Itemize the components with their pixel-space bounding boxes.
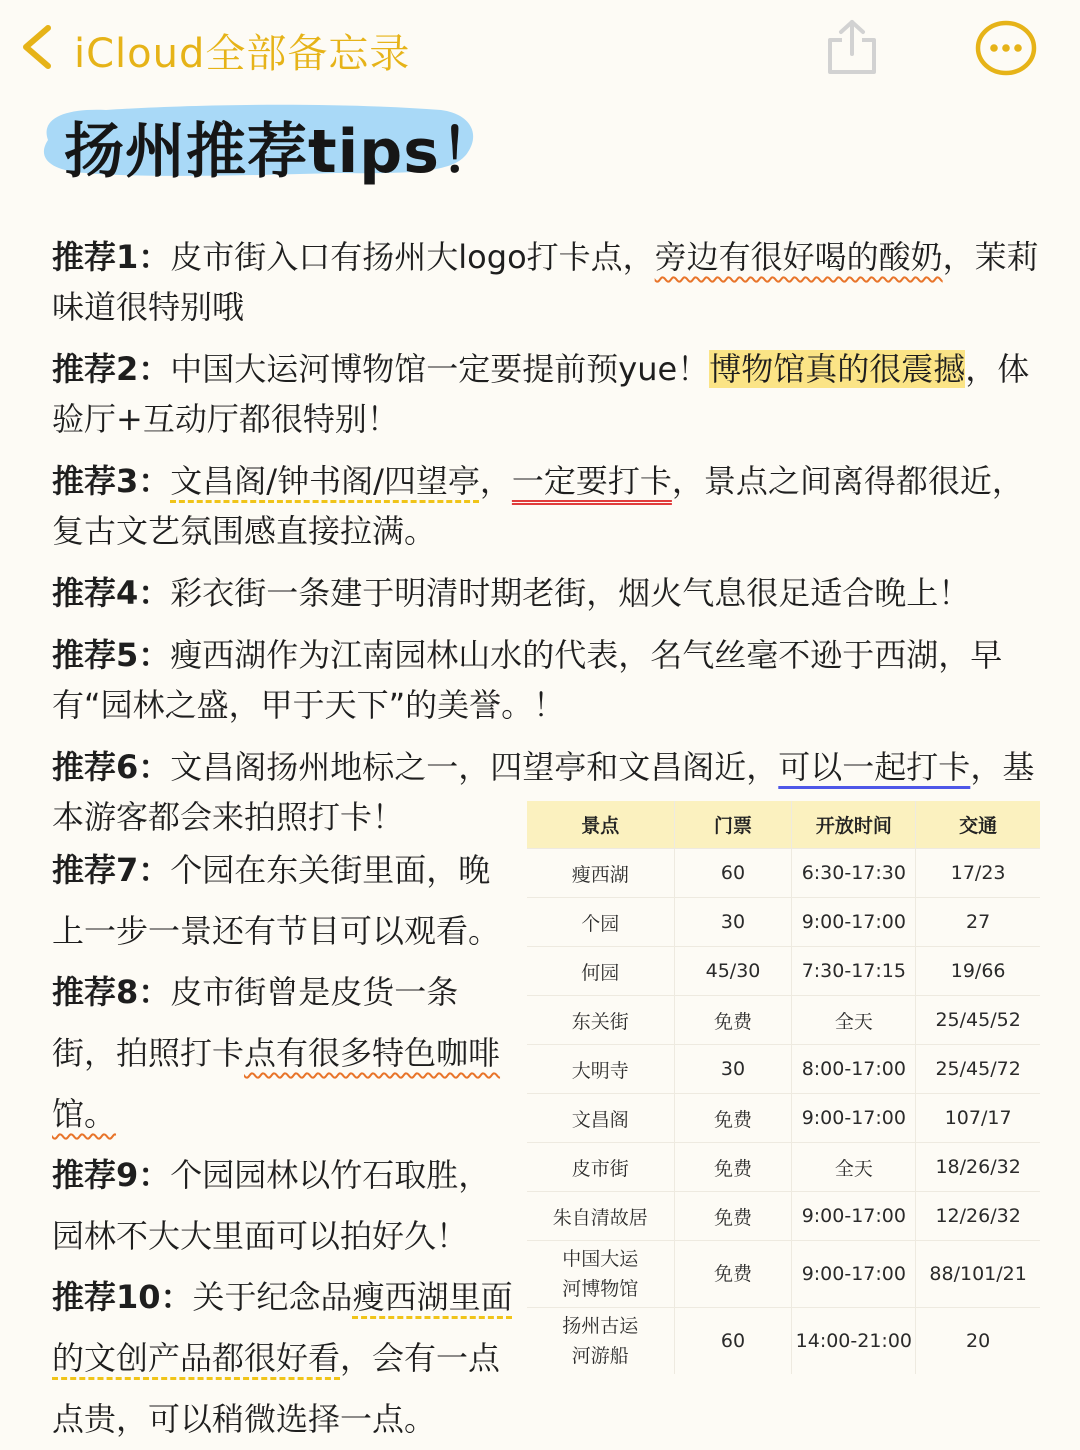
tip-label: 推荐5： [52, 636, 171, 674]
note-body-narrow[interactable] [52, 840, 527, 1450]
table-cell: 9:00-17:00 [792, 1241, 916, 1308]
table-cell: 免费 [674, 996, 792, 1045]
table-cell: 免费 [674, 1192, 792, 1241]
table-cell: 皮市街 [527, 1143, 674, 1192]
table-cell: 朱自清故居 [527, 1192, 674, 1241]
table-row [527, 1143, 1040, 1192]
back-button[interactable]: iCloud全部备忘录 [74, 31, 411, 77]
tip-label: 推荐1： [52, 238, 171, 276]
column-header: 门票 [674, 801, 792, 849]
table-cell: 27 [916, 898, 1040, 947]
tip-5: 推荐5：瘦西湖作为江南园林山水的代表，名气丝毫不逊于西湖，早有“园林之盛，甲于天下”的美誉。！ [52, 636, 1003, 724]
tip-label: 推荐8： [52, 973, 171, 1011]
table-cell: 88/101/21 [916, 1241, 1040, 1308]
table-cell: 6:30-17:30 [792, 849, 916, 898]
tip-2: 推荐2：中国大运河博物馆一定要提前预yue！博物馆真的很震撼，体验厅+互动厅都很特别！ [52, 350, 1030, 438]
dashed-underline: 瘦西湖里面的文创产品都很好看 [52, 1278, 513, 1377]
tip-7: 推荐7：个园在东关街里面，晚上一步一景还有节目可以观看。 [52, 851, 501, 950]
tip-10: 推荐10：关于纪念品瘦西湖里面的文创产品都很好看，会有一点点贵，可以稍微选择一点。 [52, 1278, 513, 1438]
table-cell: 25/45/72 [916, 1045, 1040, 1094]
dashed-underline: 文昌阁/钟书阁/四望亭 [170, 462, 480, 500]
page-title: 扬州推荐tips！ [64, 117, 501, 187]
table-cell: 45/30 [674, 947, 792, 996]
table-cell: 60 [674, 1308, 792, 1375]
table-cell: 9:00-17:00 [792, 898, 916, 947]
table-cell: 大明寺 [527, 1045, 674, 1094]
table-row [527, 996, 1040, 1045]
note-title-block [36, 100, 501, 187]
double-underline: 一定要打卡 [511, 462, 672, 500]
table-row [527, 1192, 1040, 1241]
table-cell: 8:00-17:00 [792, 1045, 916, 1094]
tip-label: 推荐9： [52, 1156, 171, 1194]
table-cell: 18/26/32 [916, 1143, 1040, 1192]
table-cell: 东关街 [527, 996, 674, 1045]
tip-label: 推荐6： [52, 748, 171, 786]
table-row [527, 947, 1040, 996]
tip-label: 推荐3： [52, 462, 171, 500]
table-cell: 19/66 [916, 947, 1040, 996]
table-cell: 扬州古运河游船 [527, 1308, 674, 1375]
tip-label: 推荐2： [52, 350, 171, 388]
table-cell: 25/45/52 [916, 996, 1040, 1045]
nav-bar [0, 0, 1080, 95]
table-cell: 个园 [527, 898, 674, 947]
table-cell: 何园 [527, 947, 674, 996]
column-header: 开放时间 [792, 801, 916, 849]
table-cell: 瘦西湖 [527, 849, 674, 898]
blue-underline: 可以一起打卡 [778, 748, 971, 786]
table-cell: 30 [674, 1045, 792, 1094]
table-cell: 17/23 [916, 849, 1040, 898]
wavy-underline: 旁边有很好喝的酸奶 [654, 238, 943, 276]
table-cell: 107/17 [916, 1094, 1040, 1143]
tip-3: 推荐3：文昌阁/钟书阁/四望亭，一定要打卡，景点之间离得都很近，复古文艺氛围感直接拉满。 [52, 462, 1024, 550]
table-cell: 文昌阁 [527, 1094, 674, 1143]
attractions-table [527, 801, 1040, 1374]
tip-label: 推荐4： [52, 574, 171, 612]
tip-label: 推荐10： [52, 1278, 193, 1316]
tip-1: 推荐1：皮市街入口有扬州大logo打卡点，旁边有很好喝的酸奶，茉莉味道很特别哦 [52, 238, 1039, 326]
table-cell: 20 [916, 1308, 1040, 1375]
table-row [527, 1094, 1040, 1143]
table-cell: 中国大运河博物馆 [527, 1241, 674, 1308]
column-header: 景点 [527, 801, 674, 849]
table-row [527, 1308, 1040, 1375]
wavy-underline: 点有很多特色咖啡馆。 [52, 1034, 501, 1133]
table-cell: 12/26/32 [916, 1192, 1040, 1241]
chevron-left-icon[interactable] [14, 24, 58, 70]
table-cell: 60 [674, 849, 792, 898]
table-cell: 7:30-17:15 [792, 947, 916, 996]
table-header-row [527, 801, 1040, 849]
tip-9: 推荐9：个园园林以竹石取胜，园林不大大里面可以拍好久！ [52, 1156, 491, 1255]
table-cell: 9:00-17:00 [792, 1192, 916, 1241]
tip-8: 推荐8：皮市街曾是皮货一条街，拍照打卡点有很多特色咖啡馆。 [52, 973, 501, 1133]
table-cell: 30 [674, 898, 792, 947]
yellow-highlight: 博物馆真的很震撼 [709, 350, 966, 388]
note-body[interactable] [52, 232, 1042, 854]
table-row [527, 1045, 1040, 1094]
tip-4: 推荐4：彩衣街一条建于明清时期老街，烟火气息很足适合晚上！ [52, 574, 971, 612]
tip-label: 推荐7： [52, 851, 171, 889]
table-cell: 免费 [674, 1094, 792, 1143]
table-cell: 全天 [792, 996, 916, 1045]
table-cell: 9:00-17:00 [792, 1094, 916, 1143]
table-row [527, 898, 1040, 947]
table-row [527, 1241, 1040, 1308]
table-cell: 免费 [674, 1143, 792, 1192]
more-icon[interactable] [974, 20, 1038, 76]
table-row [527, 849, 1040, 898]
share-icon[interactable] [822, 18, 882, 76]
table-cell: 14:00-21:00 [792, 1308, 916, 1375]
column-header: 交通 [916, 801, 1040, 849]
table-cell: 全天 [792, 1143, 916, 1192]
tip-6: 推荐6：文昌阁扬州地标之一，四望亭和文昌阁近，可以一起打卡，基本游客都会来拍照打卡！ [52, 748, 1035, 836]
table-cell: 免费 [674, 1241, 792, 1308]
